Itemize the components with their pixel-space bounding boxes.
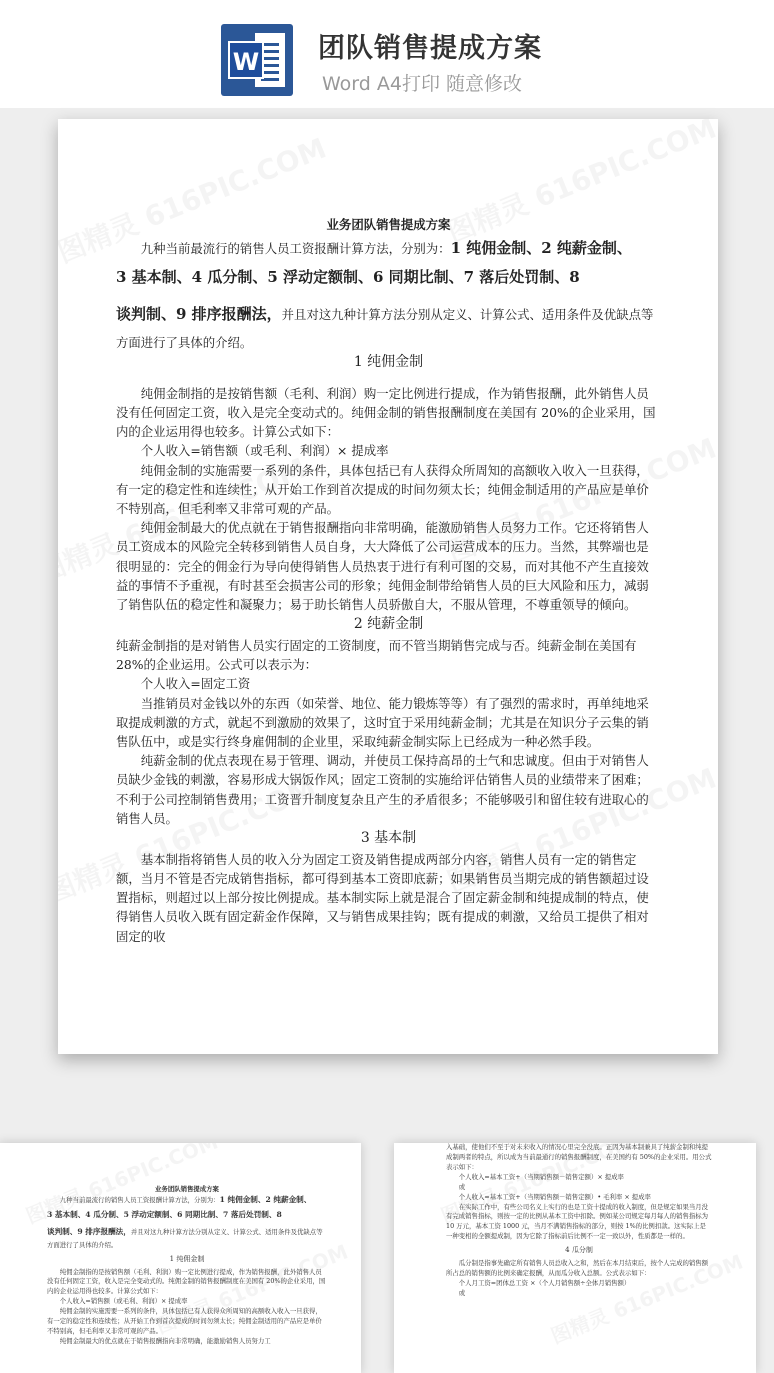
document-body bbox=[116, 215, 661, 946]
word-icon bbox=[221, 24, 293, 96]
thumbnail-page-2 bbox=[394, 1143, 756, 1373]
intro-line-3 bbox=[116, 296, 661, 352]
intro-tail: 并且对这九种计算方法分别从定义、计算公式、适用条件及优缺点等方面进行了具体的介绍。 bbox=[116, 306, 654, 350]
section-2-heading: 2 纯薪金制 bbox=[353, 616, 424, 633]
thumbnail-1-text bbox=[47, 1185, 327, 1347]
intro-methods-3: 谈判制、9 排序报酬法， bbox=[116, 304, 282, 323]
section-3-para-1: 基本制指将销售人员的收入分为固定工资及销售提成两部分内容，销售人员有一定的销售定额，当月不管是否完成销售指标，都可得到基本工资即底薪；如果销售员当期完成的销售额超过设置指标，则超过以上部分按比例提成。基本制实际上就是混合了固定薪金制和纯提成制的特点，使得销售人员收入既有固定薪金作保障，又与销售成果挂钩；既有提成的刺激，又给员工提供了相对固定的收 bbox=[116, 851, 649, 944]
section-2-para-2: 当推销员对金钱以外的东西（如荣誉、地位、能力锻炼等等）有了强烈的需求时，再单纯地采取提成刺激的方式，就起不到激励的效果了，这时宜于采用纯薪金制；尤其是在知识分子云集的销售队伍中，或是实行终身雇佣制的企业里，采取纯薪金制实际上已经成为一种必然手段。 bbox=[116, 695, 649, 750]
section-1-para-3: 纯佣金制最大的优点就在于销售报酬指向非常明确，能激励销售人员努力工作。它还将销售人员工资成本的风险完全转移到销售人员自身，大大降低了公司运营成本的压力。当然，其弊端也是很明显的：完全的佣金行为导向使得销售人员热衷于进行有利可图的交易，而对其他不产生直接效益的事情不予重视，有时甚至会损害公司的形象；纯佣金制带给销售人员的巨大风险和压力，减弱了销售队伍的稳定性和凝聚力；易于助长销售人员骄傲自大，不服从管理，不尊重领导的倾向。 bbox=[116, 520, 649, 613]
thumb-intro-methods-2: 3 基本制、4 瓜分制、5 浮动定额制、6 同期比制、7 落后处罚制、8 bbox=[47, 1209, 282, 1219]
intro-small: 九种当前最流行的销售人员工资报酬计算方法，分别为： bbox=[140, 241, 451, 257]
intro-methods-1: 1 纯佣金制、2 纯薪金制、 bbox=[450, 239, 632, 258]
section-1-para-2: 纯佣金制的实施需要一系列的条件，具体包括已有人获得众所周知的高额收入收入一旦获得，有一定的稳定性和连续性；从开始工作到首次提成的时间勿须太长；纯佣金制适用的产品应是单价不特别高，但毛利率又非常可观的产品。 bbox=[116, 462, 649, 516]
section-2-para-1: 纯薪金制指的是对销售人员实行固定的工资制度，而不管当期销售完成与否。纯薪金制在美国有 28%的企业运用。公式可以表示为： bbox=[116, 637, 637, 673]
thumb2-formula-2: 个人收入=基本工资+（当期销售额－销售定额）• 毛利率 × 提成率 bbox=[458, 1192, 651, 1201]
thumbnail-2-text bbox=[446, 1143, 712, 1299]
document-title: 业务团队销售提成方案 bbox=[326, 217, 451, 232]
thumb2-or-1: 或 bbox=[458, 1182, 466, 1191]
thumb-section-1-formula: 个人收入=销售额（或毛利、利润）× 提成率 bbox=[59, 1297, 188, 1306]
section-1-para-1: 纯佣金制指的是按销售额（毛利、利润）购一定比例进行提成，作为销售报酬，此外销售人员没有任何固定工资，收入是完全变动式的。纯佣金制的销售报酬制度在美国有 20%的企业采用，国内的企业运用得也较多。计算公式如下： bbox=[116, 385, 656, 440]
thumb-doc-title: 业务团队销售提成方案 bbox=[155, 1185, 219, 1193]
intro-methods-2: 3 基本制、4 瓜分制、5 浮动定额制、6 同期比制、7 落后处罚制、8 bbox=[116, 268, 580, 287]
thumb2-formula-3: 个人月工资=团体总工资 ×（个人月销售额÷全体月销售额） bbox=[458, 1278, 631, 1287]
thumb-section-1-para-3: 纯佣金制最大的优点就在于销售报酬指向非常明确，能激励销售人员努力工 bbox=[59, 1336, 271, 1345]
thumbnail-page-1 bbox=[0, 1143, 361, 1373]
thumb-section-1-heading: 1 纯佣金制 bbox=[169, 1254, 205, 1263]
thumb-intro-line: 九种当前最流行的销售人员工资报酬计算方法，分别为：1 纯佣金制、2 纯薪金制、 bbox=[59, 1194, 312, 1204]
thumb2-para-1: 入基础，使他们不至于对未来收入的情况心里完全没底。正因为基本制兼具了纯薪金制和纯提成制两者的特点，所以成为当前最通行的销售报酬制度，在美国约有 50%的企业采用。用公式表示如下： bbox=[446, 1143, 712, 1171]
thumb2-para-2: 在实际工作中，有些公司名义上实行的也是工资十提成的收入制度，但是规定如果当月没有完成销售指标，则按一定的比例从基本工资中扣除。例如某公司规定每月每人的销售指标为 10 万元，基本工资 1000 元，当月不满销售指标的部分，则按 1%的比例扣款。这实际上是一种变相的全额提成制，因为它除了指标前后比例不一定一致以外，性质都是一样的。 bbox=[446, 1202, 709, 1241]
thumb-section-1-para-2: 纯佣金制的实施需要一系列的条件，具体包括已有人获得众所周知的高额收入收入一旦获得，有一定的稳定性和连续性；从开始工作到首次提成的时间勿须太长；纯佣金制适用的产品应是单价不特别高，但毛利率又非常可观的产品。 bbox=[47, 1307, 322, 1336]
page-subtitle: Word A4打印 随意修改 bbox=[322, 73, 523, 95]
thumb-intro-line-3: 谈判制、9 排序报酬法，并且对这九种计算方法分别从定义、计算公式、适用条件及优缺点等方面进行了具体的介绍。 bbox=[47, 1227, 323, 1249]
section-1-formula: 个人收入=销售额（或毛利、利润）× 提成率 bbox=[140, 443, 389, 459]
document-page bbox=[58, 119, 718, 1054]
word-icon-letter: W bbox=[228, 41, 264, 79]
thumb2-para-3: 瓜分制是指事先确定所有销售人员总收入之和，然后在本月结束后，按个人完成的销售额所占总的销售额的比例来确定报酬，从而瓜分收入总额。公式表示如下： bbox=[446, 1259, 709, 1277]
thumb2-or-2: 或 bbox=[458, 1288, 466, 1297]
section-1-heading: 1 纯佣金制 bbox=[353, 353, 424, 370]
section-2-formula: 个人收入=固定工资 bbox=[140, 676, 251, 692]
intro-line bbox=[116, 238, 661, 259]
thumb-section-1-para-1: 纯佣金制指的是按销售额（毛利、利润）购一定比例进行提成，作为销售报酬，此外销售人员没有任何固定工资，收入是完全变动式的。纯佣金制的销售报酬制度在美国有 20%的企业采用，国内的企业运用得也较多。计算公式如下： bbox=[47, 1267, 326, 1296]
page-title: 团队销售提成方案 bbox=[318, 33, 542, 64]
section-3-heading: 3 基本制 bbox=[360, 830, 417, 847]
thumb2-section-4-heading: 4 瓜分制 bbox=[565, 1246, 593, 1255]
section-2-para-3: 纯薪金制的优点表现在易于管理、调动，并使员工保持高昂的士气和忠诚度。但由于对销售人员缺少金钱的刺激，容易形成大锅饭作风；固定工资制的实施给评估销售人员的业绩带来了困难；不利于公司控制销售费用；工资晋升制度复杂且产生的矛盾很多；不能够吸引和留住较有进取心的销售人员。 bbox=[116, 753, 649, 826]
thumb2-formula-1: 个人收入=基本工资+（当期销售额－销售定额）× 提成率 bbox=[458, 1172, 624, 1181]
page-header bbox=[0, 0, 774, 108]
